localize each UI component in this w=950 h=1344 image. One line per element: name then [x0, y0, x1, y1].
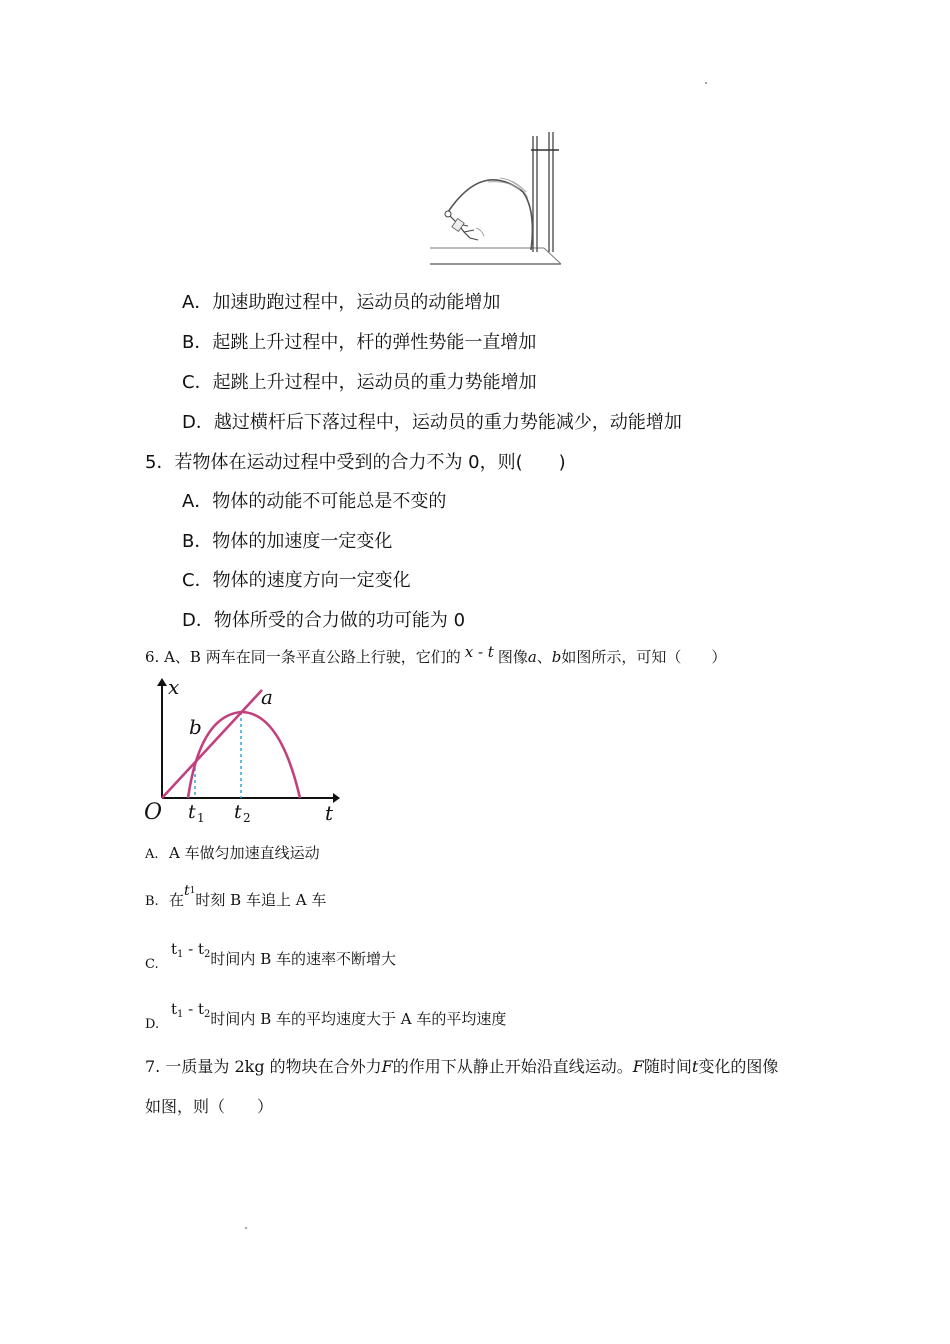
q4-option-b	[182, 328, 536, 354]
option-text: 时间内 B 车的平均速度大于 A 车的平均速度	[210, 1010, 507, 1028]
page-mark-dot	[705, 82, 707, 84]
origin-label: O	[144, 800, 163, 824]
x-axis-arrow	[333, 793, 340, 803]
option-text: 加速助跑过程中，运动员的动能增加	[212, 292, 501, 313]
separator: 、	[536, 648, 552, 666]
question-text: 图像	[497, 648, 528, 666]
option-label: C.	[145, 957, 159, 972]
option-label: B．	[182, 531, 213, 552]
option-label: A.	[145, 847, 159, 862]
q5-option-c	[182, 566, 411, 592]
q5-option-b	[182, 527, 392, 553]
option-text: A 车做匀加速直线运动	[169, 844, 320, 862]
t2-symbol: t	[198, 1000, 205, 1018]
xt-symbol: x - t	[464, 643, 494, 661]
option-text: 物体的加速度一定变化	[212, 531, 393, 552]
q7-stem-line2	[145, 1094, 273, 1117]
option-label: C．	[182, 570, 213, 591]
option-text: 起跳上升过程中，运动员的重力势能增加	[212, 372, 537, 393]
pole-vault-illustration	[428, 130, 563, 270]
tick-label-t2-sub: 2	[243, 811, 251, 824]
time-range	[169, 940, 210, 958]
option-text: 时刻 B 车追上 A 车	[195, 891, 327, 909]
q4-option-a	[182, 288, 500, 314]
question-text: 随时间	[643, 1057, 692, 1076]
q5-option-a	[182, 487, 446, 513]
t1-subscript: 1	[177, 1009, 184, 1020]
option-label: A．	[182, 491, 213, 512]
series-b-curve	[188, 712, 300, 798]
question-text: 变化的图像	[698, 1057, 779, 1076]
t1-subscript: 1	[189, 886, 196, 896]
q4-option-c	[182, 368, 537, 394]
series-b-label: b	[189, 715, 202, 739]
t1-symbol: t	[171, 940, 178, 958]
option-label: A．	[182, 292, 213, 313]
series-b-ref: b	[551, 648, 562, 666]
question-text: 若物体在运动过程中受到的合力不为 0，则( )	[174, 452, 566, 473]
option-label: C．	[182, 372, 213, 393]
force-symbol: F	[381, 1057, 393, 1076]
tick-label-t1-sub: 1	[197, 811, 205, 824]
question-text: 如图所示，可知（ ）	[561, 648, 727, 666]
x-axis-label: t	[325, 801, 334, 824]
q6-option-a	[145, 842, 320, 863]
tick-label-t1: t	[188, 801, 196, 823]
series-a-line	[162, 690, 262, 798]
option-text: 时间内 B 车的速率不断增大	[210, 950, 396, 968]
question-text: 7. 一质量为 2kg 的物块在合外力	[145, 1057, 382, 1076]
question-number: 5．	[145, 452, 175, 473]
question-text: 6. A、B 两车在同一条平直公路上行驶，它们的	[145, 648, 461, 666]
option-label: D．	[182, 610, 214, 631]
time-symbol: t	[691, 1057, 699, 1076]
question-text: 如图，则（ ）	[145, 1097, 274, 1116]
option-text: 物体的动能不可能总是不变的	[212, 491, 447, 512]
q5-stem	[145, 448, 566, 474]
time-range	[169, 1000, 210, 1018]
q7-stem-line1	[145, 1054, 778, 1077]
series-a-ref: a	[527, 648, 537, 666]
q5-option-d	[182, 606, 465, 632]
option-label: D．	[182, 412, 214, 433]
t1-symbol: t	[184, 883, 190, 899]
q6-option-c	[145, 940, 396, 972]
question-text: 的作用下从静止开始沿直线运动。	[392, 1057, 633, 1076]
xt-chart	[140, 676, 340, 824]
option-label: B．	[182, 332, 213, 353]
tick-label-t2: t	[234, 801, 242, 823]
option-text: 物体所受的合力做的功可能为 0	[213, 610, 466, 631]
y-axis-arrow	[157, 678, 167, 686]
option-text: 在	[169, 891, 185, 909]
page-mark-dot	[245, 1227, 247, 1229]
force-symbol: F	[632, 1057, 644, 1076]
range-dash: -	[183, 940, 199, 958]
t2-subscript: 2	[204, 1009, 211, 1020]
t2-subscript: 2	[204, 949, 211, 960]
option-text: 物体的速度方向一定变化	[212, 570, 411, 591]
y-axis-label: x	[168, 676, 180, 699]
series-a-label: a	[261, 685, 273, 709]
range-dash: -	[183, 1000, 199, 1018]
t1-symbol: t	[171, 1000, 178, 1018]
option-label: D.	[145, 1017, 160, 1032]
q6-option-b	[145, 883, 327, 910]
option-text: 越过横杆后下落过程中，运动员的重力势能减少，动能增加	[213, 412, 682, 433]
t1-subscript: 1	[177, 949, 184, 960]
t2-symbol: t	[198, 940, 205, 958]
q4-option-d	[182, 408, 682, 434]
option-text: 起跳上升过程中，杆的弹性势能一直增加	[212, 332, 537, 353]
q6-stem	[145, 643, 727, 667]
q6-option-d	[145, 1000, 507, 1032]
option-label: B.	[145, 894, 159, 909]
